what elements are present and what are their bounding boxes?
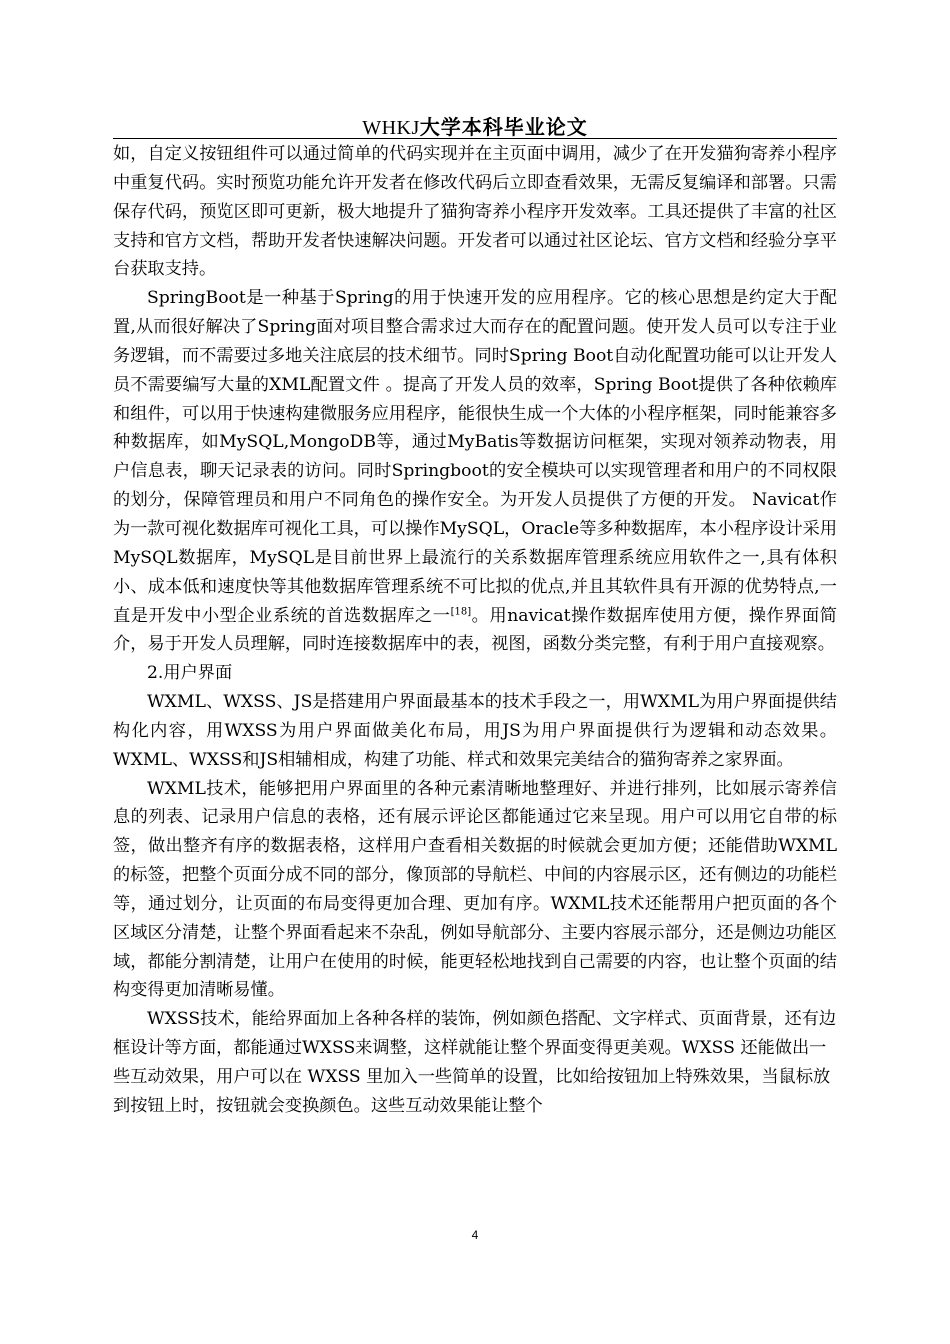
paragraph-wxss: WXSS技术，能给界面加上各种各样的装饰，例如颜色搭配、文字样式、页面背景，还有边框设计等方面，都能通过WXSS来调整，这样就能让整个界面变得更美观。WXSS 还能做出一些互动效果，用户可以在 WXSS 里加入一些简单的设置，比如给按钮加上特殊效果，当鼠标放到按钮上时，按钮就会变换颜色。这些互动效果能让整个: [113, 1009, 837, 1116]
paragraph-wxml-wxss-js: WXML、WXSS、JS是搭建用户界面最基本的技术手段之一，用WXML为用户界面提供结构化内容，用WXSS为用户界面做美化布局，用JS为用户界面提供行为逻辑和动态效果。WXML、WXSS和JS相辅相成，构建了功能、样式和效果完美结合的猫狗寄养之家界面。: [113, 692, 837, 770]
header-rule: [113, 138, 837, 139]
page-header: [113, 114, 837, 140]
paragraph-continuation: 如，自定义按钮组件可以通过简单的代码实现并在主页面中调用，减少了在开发猫狗寄养小程序中重复代码。实时预览功能允许开发者在修改代码后立即查看效果，无需反复编译和部署。只需保存代码，预览区即可更新，极大地提升了猫狗寄养小程序开发效率。工具还提供了丰富的社区支持和官方文档，帮助开发者快速解决问题。开发者可以通过社区论坛、官方文档和经验分享平台获取支持。: [113, 144, 837, 280]
paragraph-springboot: [113, 284, 837, 659]
header-title: 大学本科毕业论文: [419, 115, 588, 139]
paragraph-springboot-tail: 。用navicat操作数据库使用方便，操作界面简介，易于开发人员理解，同时连接数据库中的表，视图，函数分类完整，有利于用户直接观察。: [113, 605, 837, 655]
paragraph-wxml: WXML技术，能够把用户界面里的各种元素清晰地整理好、并进行排列，比如展示寄养信息的列表、记录用户信息的表格，还有展示评论区都能通过它来呈现。用户可以用它自带的标签，做出整齐有序的数据表格，这样用户查看相关数据的时候就会更加方便；还能借助WXML的标签，把整个页面分成不同的部分，像顶部的导航栏、中间的内容展示区，还有侧边的功能栏等，通过划分，让页面的布局变得更加合理、更加有序。WXML技术还能帮用户把页面的各个区域区分清楚，让整个界面看起来不杂乱，例如导航部分、主要内容展示部分，还是侧边功能区域，都能分割清楚，让用户在使用的时候，能更轻松地找到自己需要的内容，也让整个页面的结构变得更加清晰易懂。: [113, 778, 837, 1001]
section-heading: 2.用户界面: [147, 663, 233, 684]
citation-ref: [18]: [450, 605, 472, 617]
body-text: [113, 140, 837, 1121]
header-latin: WHKJ: [362, 117, 420, 139]
page-number: 4: [471, 1228, 479, 1242]
paragraph-springboot-text: SpringBoot是一种基于Spring的用于快速开发的应用程序。它的核心思想是约定大于配置,从而很好解决了Spring面对项目整合需求过大而存在的配置问题。使开发人员可以专注于业务逻辑，而不需要过多地关注底层的技术细节。同时Spring Boot自动化配置功能可以让开发人员不需要编写大量的XML配置文件 。提高了开发人员的效率，Spring Boot提供了各种依赖库和组件，可以用于快速构建微服务应用程序，能很快生成一个大体的小程序框架，同时能兼容多种数据库，如MySQL,MongoDB等，通过MyBatis等数据访问框架，实现对领养动物表，用户信息表，聊天记录表的访问。同时Springboot的安全模块可以实现管理者和用户的不同权限的划分，保障管理员和用户不同角色的操作安全。为开发人员提供了方便的开发。 Navicat作为一款可视化数据库可视化工具，可以操作MySQL，Oracle等多种数据库，本小程序设计采用MySQL数据库，MySQL是目前世界上最流行的关系数据库管理系统应用软件之一,具有体积小、成本低和速度快等其他数据库管理系统不可比拟的优点,并且其软件具有开源的优势特点,一直是开发中小型企业系统的首选数据库之一: [113, 288, 838, 626]
